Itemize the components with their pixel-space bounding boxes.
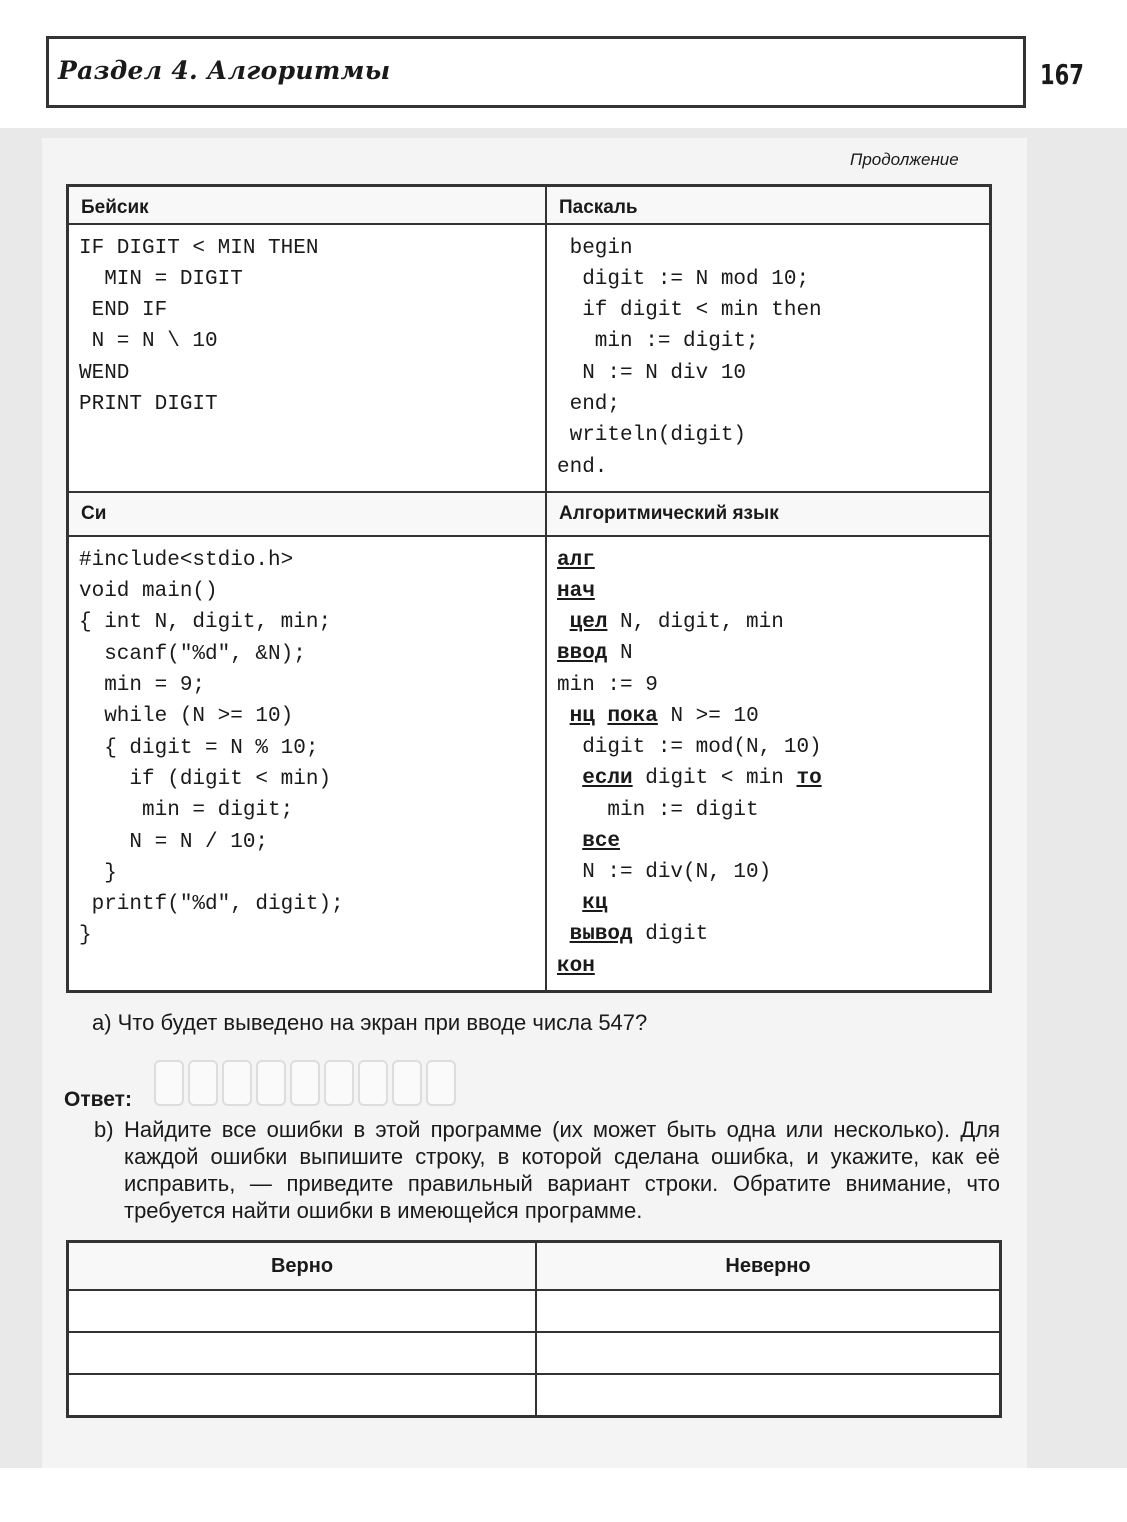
alg-keyword: все bbox=[582, 829, 621, 853]
c-code-cell bbox=[68, 536, 547, 991]
alg-text bbox=[557, 892, 582, 915]
continuation-label: Продолжение bbox=[850, 150, 959, 169]
basic-code-cell bbox=[68, 224, 547, 492]
alg-text bbox=[557, 767, 582, 790]
incorrect-cell[interactable] bbox=[536, 1290, 1001, 1332]
alg-text bbox=[557, 611, 570, 634]
answer-cell[interactable] bbox=[154, 1060, 184, 1106]
answer-cell[interactable] bbox=[290, 1060, 320, 1106]
alg-keyword: ввод bbox=[557, 642, 608, 666]
alg-keyword: пока bbox=[607, 704, 658, 728]
answer-cell[interactable] bbox=[358, 1060, 388, 1106]
alg-header: Алгоритмический язык bbox=[546, 492, 991, 536]
alg-code-cell bbox=[546, 536, 991, 991]
alg-keyword: цел bbox=[569, 611, 608, 635]
answer-cell[interactable] bbox=[324, 1060, 354, 1106]
answer-cell[interactable] bbox=[256, 1060, 286, 1106]
alg-keyword: кон bbox=[557, 954, 595, 978]
answer-row bbox=[68, 1332, 1001, 1374]
pascal-code: begin digit := N mod 10; if digit < min then min := digit; N := N div 10 end; writeln(digit) end. bbox=[557, 236, 822, 479]
correct-cell[interactable] bbox=[68, 1374, 537, 1417]
alg-text: N bbox=[607, 642, 633, 666]
pascal-header: Паскаль bbox=[546, 186, 991, 224]
alg-text: min := 9 bbox=[557, 673, 658, 697]
alg-text bbox=[595, 705, 608, 728]
alg-keyword: алг bbox=[557, 548, 595, 572]
c-header: Си bbox=[68, 492, 547, 536]
basic-header: Бейсик bbox=[68, 186, 547, 224]
alg-keyword: кц bbox=[582, 892, 608, 916]
alg-text: N, digit, min bbox=[607, 611, 784, 635]
question-b-text: Найдите все ошибки в этой программе (их может быть одна или несколько). Для каждой ошибки выпишите строку, в которой сделана ошибка, и укажите, как её исправить, — приведите правильный вариант строки. Обратите внимание, что требуется найти ошибки в имеющейся программе. bbox=[124, 1117, 1000, 1223]
alg-text: min := digit bbox=[557, 798, 759, 822]
col-correct-header: Верно bbox=[68, 1242, 537, 1291]
question-b-label: b) bbox=[94, 1117, 114, 1142]
answer-row bbox=[68, 1290, 1001, 1332]
incorrect-cell[interactable] bbox=[536, 1332, 1001, 1374]
alg-keyword: если bbox=[582, 767, 633, 791]
correct-cell[interactable] bbox=[68, 1332, 537, 1374]
alg-text: digit := mod(N, 10) bbox=[557, 736, 822, 760]
c-code: #include<stdio.h> void main() { int N, digit, min; scanf("%d", &N); min = 9; while (N >= 10) { digit = N % 10; if (digit < min) min = digit; N = N / 10; } printf("%d", digit); } bbox=[79, 548, 344, 948]
answer-row bbox=[68, 1374, 1001, 1417]
basic-code: IF DIGIT < MIN THEN MIN = DIGIT END IF N = N \ 10 WEND PRINT DIGIT bbox=[79, 236, 319, 416]
alg-text: digit bbox=[632, 923, 709, 947]
correct-cell[interactable] bbox=[68, 1290, 537, 1332]
alg-keyword: вывод bbox=[569, 923, 633, 947]
code-table bbox=[66, 184, 992, 993]
answer-table bbox=[66, 1240, 1002, 1418]
answer-cells[interactable] bbox=[154, 1060, 460, 1106]
answer-cell[interactable] bbox=[426, 1060, 456, 1106]
alg-text: digit < min bbox=[632, 767, 797, 791]
alg-text bbox=[557, 830, 582, 853]
answer-cell[interactable] bbox=[188, 1060, 218, 1106]
incorrect-cell[interactable] bbox=[536, 1374, 1001, 1417]
alg-text: N >= 10 bbox=[657, 704, 759, 728]
alg-text bbox=[557, 705, 570, 728]
alg-keyword: нач bbox=[557, 580, 595, 604]
alg-text: N := div(N, 10) bbox=[557, 860, 772, 884]
section-title: Раздел 4. Алгоритмы bbox=[58, 56, 391, 85]
pascal-code-cell bbox=[546, 224, 991, 492]
answer-cell[interactable] bbox=[392, 1060, 422, 1106]
question-a: а) Что будет выведено на экран при вводе числа 547? bbox=[92, 1010, 648, 1035]
question-b bbox=[94, 1116, 1000, 1224]
col-incorrect-header: Неверно bbox=[536, 1242, 1001, 1291]
alg-code bbox=[547, 537, 989, 990]
answer-cell[interactable] bbox=[222, 1060, 252, 1106]
alg-keyword: то bbox=[796, 767, 822, 791]
page-number: 167 bbox=[1040, 58, 1084, 91]
alg-keyword: нц bbox=[569, 704, 595, 728]
alg-text bbox=[557, 923, 570, 946]
answer-label: Ответ: bbox=[64, 1088, 132, 1111]
